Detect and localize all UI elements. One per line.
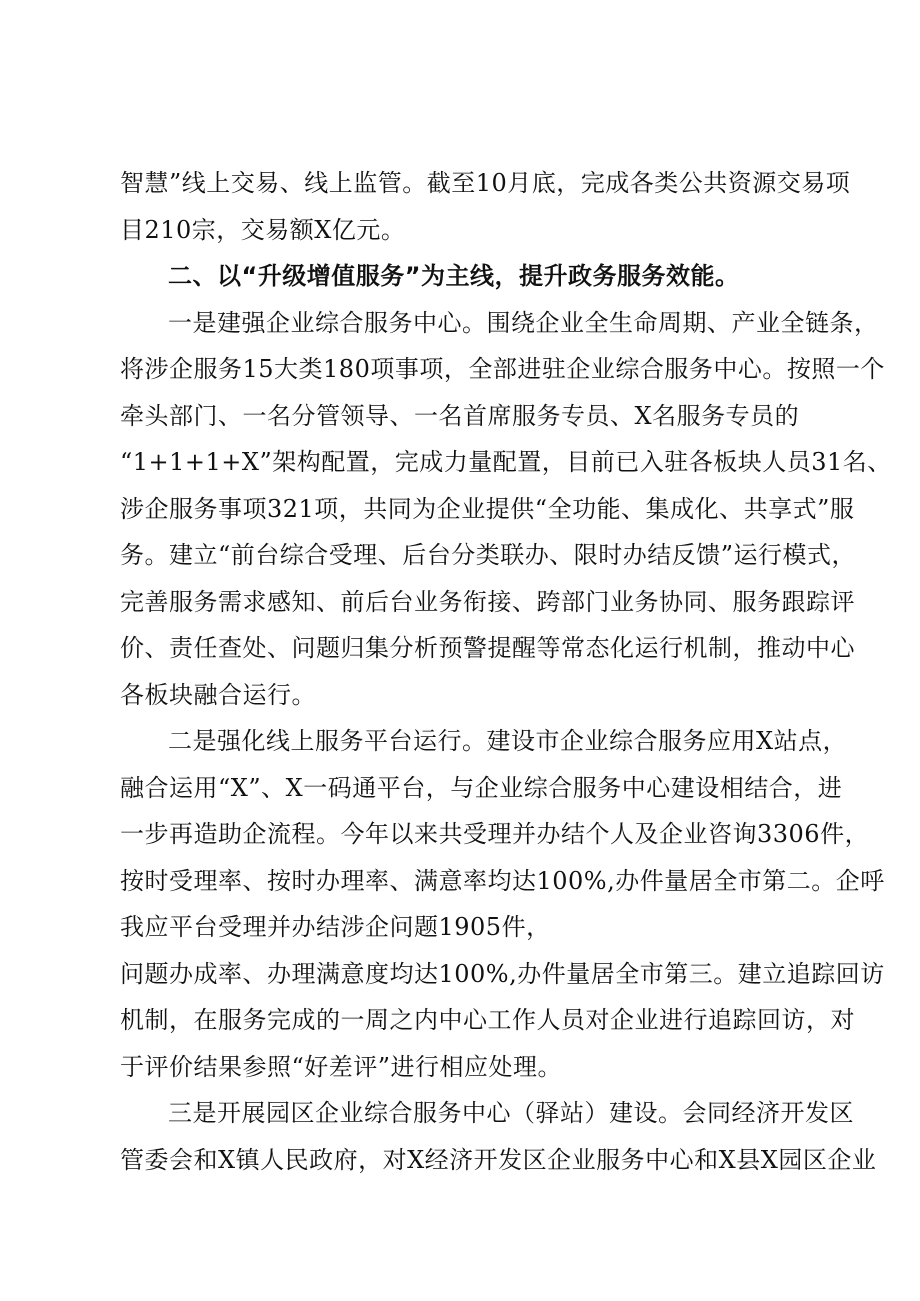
body-text-line: 完善服务需求感知、前后台业务衔接、跨部门业务协同、服务跟踪评 [120, 588, 855, 616]
body-text-line: 按时受理率、按时办理率、满意率均达100%,办件量居全市第二。企呼 [120, 867, 885, 895]
body-text-line: 价、责任查处、问题归集分析预警提醒等常态化运行机制，推动中心 [120, 634, 855, 662]
body-text-line: 一步再造助企流程。今年以来共受理并办结个人及企业咨询3306件， [120, 820, 870, 848]
body-text-line: 融合运用“X”、X一码通平台，与企业综合服务中心建设相结合，进 [120, 774, 843, 802]
body-text-line: 将涉企服务15大类180项事项，全部进驻企业综合服务中心。按照一个 [120, 355, 885, 383]
body-text-line: 智慧”线上交易、线上监管。截至10月底，完成各类公共资源交易项 [120, 169, 851, 197]
body-text-line: 目210宗，交易额X亿元。 [120, 216, 406, 244]
body-text-line: 各板块融合运行。 [120, 681, 316, 709]
body-text-line: 我应平台受理并办结涉企问题1905件， [120, 913, 551, 941]
body-text-line: 牵头部门、一名分管领导、一名首席服务专员、X名服务专员的 [120, 402, 800, 430]
paragraph-first-line: 二是强化线上服务平台运行。建设市企业综合服务应用X站点， [168, 727, 848, 755]
paragraph-first-line: 三是开展园区企业综合服务中心（驿站）建设。会同经济开发区 [168, 1099, 854, 1127]
body-text-line: 涉企服务事项321项，共同为企业提供“全功能、集成化、共享式”服 [120, 495, 855, 523]
body-text-line: 问题办成率、办理满意度均达100%,办件量居全市第三。建立追踪回访 [120, 960, 885, 988]
body-text-line: 于评价结果参照“好差评”进行相应处理。 [120, 1053, 563, 1081]
section-heading: 二、以“升级增值服务”为主线，提升政务服务效能。 [168, 262, 740, 290]
paragraph-first-line: 一是建强企业综合服务中心。围绕企业全生命周期、产业全链条， [168, 309, 879, 337]
body-text-line: 机制，在服务完成的一周之内中心工作人员对企业进行追踪回访，对 [120, 1006, 855, 1034]
body-text-line: 务。建立“前台综合受理、后台分类联办、限时办结反馈”运行模式， [120, 541, 857, 569]
body-text-line: “1+1+1+X”架构配置，完成力量配置，目前已入驻各板块人员31名、 [120, 448, 892, 476]
body-text-line: 管委会和X镇人民政府，对X经济开发区企业服务中心和X县X园区企业 [120, 1146, 877, 1174]
